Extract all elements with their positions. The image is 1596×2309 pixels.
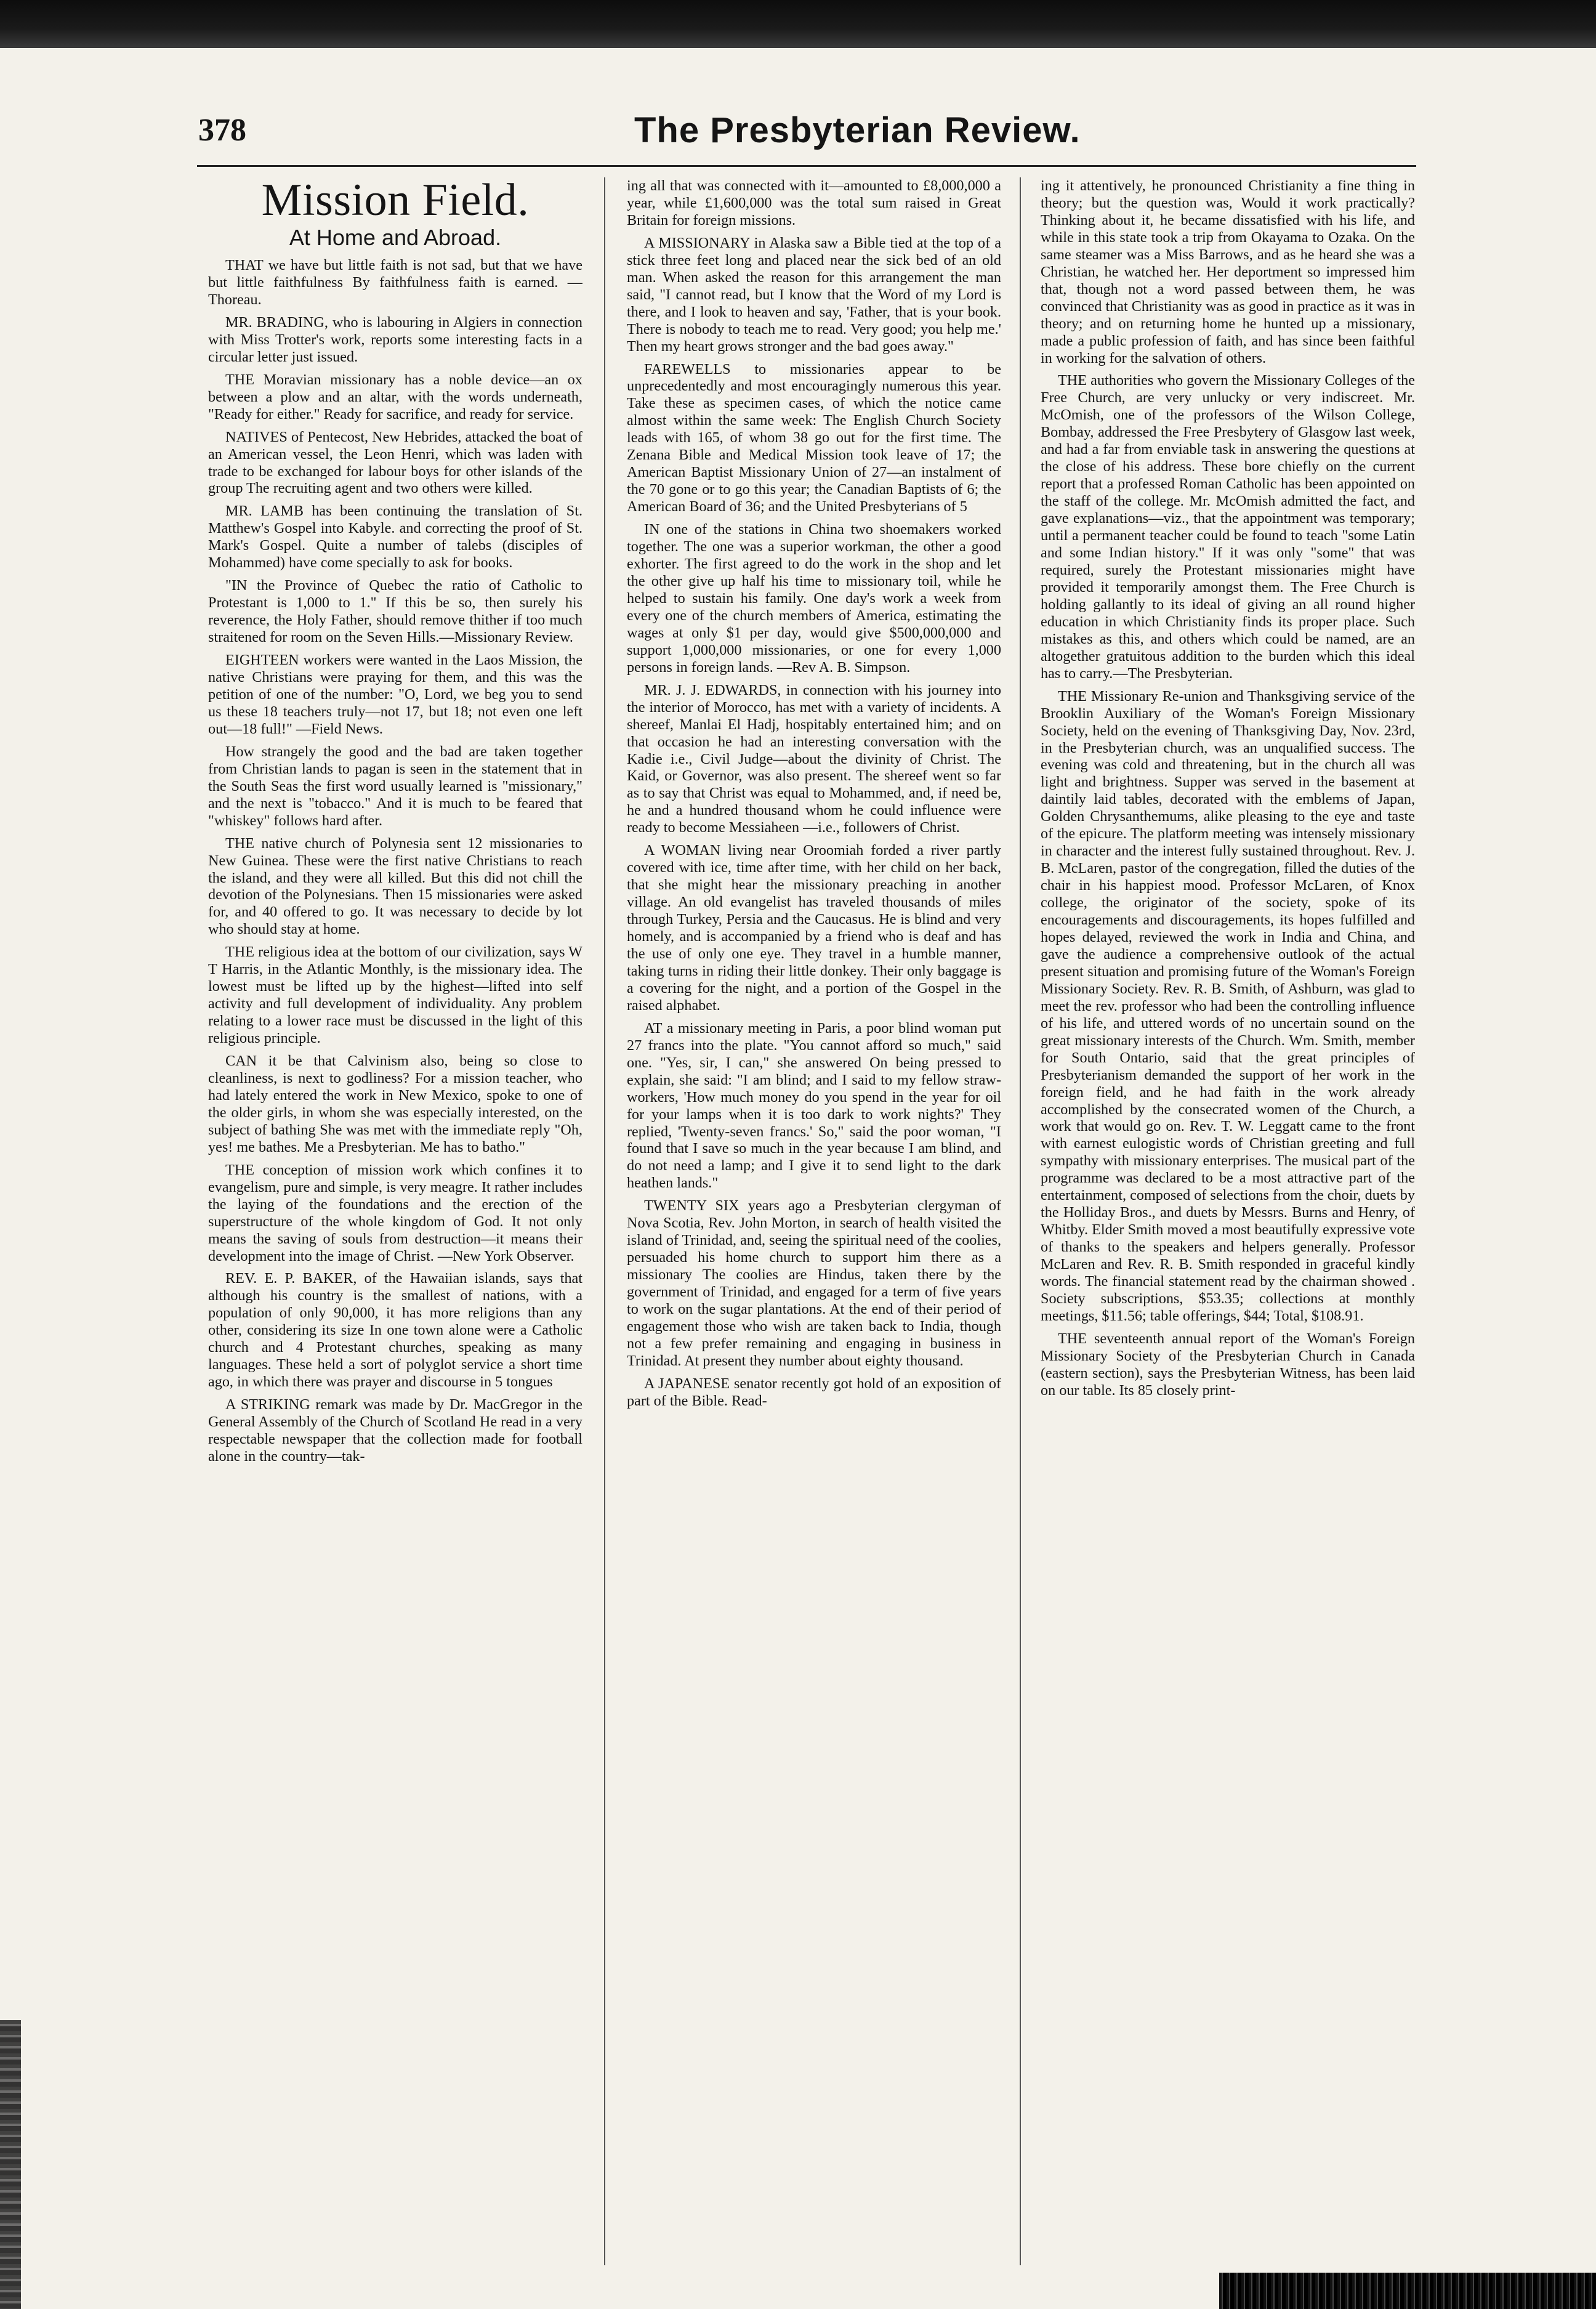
page-number: 378 xyxy=(198,113,246,148)
paragraph: AT a missionary meeting in Paris, a poor blind woman put 27 francs into the plate. "You cannot afford so much," said one. "Yes, sir, I can," she answered On being pressed to explain, she said: "I am blind; and I said to my fellow straw-workers, 'How much money do you spend in the year for oil for your lamps when it is too dark to work nights?' They replied, 'Twenty-seven francs.' So," said the poor woman, "I found that I save so much in the year because I am blind, and do not need a lamp; and I give it to send light to the dark heathen lands." xyxy=(627,1019,1001,1192)
paragraph: A STRIKING remark was made by Dr. MacGregor in the General Assembly of the Church of Scotland He read in a very respectable newspaper that the collection made for football alone in the country—tak- xyxy=(208,1396,582,1465)
paragraph: THE native church of Polynesia sent 12 missionaries to New Guinea. These were the first native Christians to reach the island, and they were all killed. But this did not chill the devotion of the Polynesians. Then 15 missionaries were asked for, and 40 offered to go. It was necessary to decide by lot who should stay at home. xyxy=(208,835,582,938)
paragraph: ing all that was connected with it—amounted to £8,000,000 a year, while £1,600,000 was the total sum raised in Great Britain for foreign missions. xyxy=(627,177,1001,228)
paragraph: TWENTY SIX years ago a Presbyterian clergyman of Nova Scotia, Rev. John Morton, in search of health visited the island of Trinidad, and, seeing the spiritual need of the coolies, persuaded his home church to support him there as a missionary The coolies are Hindus, taken there by the government of Trinidad, and engaged for a term of five years to work on the sugar plantations. At the end of their period of engagement those who wish are taken back to India, though not a few prefer remaining and engaging in business in Trinidad. At present they number about eighty thousand. xyxy=(627,1197,1001,1369)
paragraph: THE conception of mission work which confines it to evangelism, pure and simple, is very meagre. It rather includes the laying of the foundations and the erection of the superstructure of the whole kingdom of God. It not only means the saving of souls from destruction—it means their development into the image of Christ. —New York Observer. xyxy=(208,1161,582,1264)
journal-title: The Presbyterian Review. xyxy=(634,110,1081,150)
paragraph: THAT we have but little faith is not sad, but that we have but little faithfulness By faithfulness faith is earned. —Thoreau. xyxy=(208,257,582,308)
paragraph: THE Moravian missionary has a noble device—an ox between a plow and an altar, with the words underneath, "Ready for either." Ready for sacrifice, and ready for service. xyxy=(208,371,582,423)
paragraph: REV. E. P. BAKER, of the Hawaiian islands, says that although his country is the smallest of nations, with a population of only 90,000, it has more religions than any other, considering its size In one town alone were a Catholic church and 4 Protestant churches, speaking as many languages. These held a sort of polyglot service a short time ago, in which there was prayer and discourse in 5 tongues xyxy=(208,1270,582,1391)
paragraph: How strangely the good and the bad are taken together from Christian lands to pagan is seen in the statement that in the South Seas the first word usually learned is "missionary," and the next is "tobacco." And it is much to be feared that "whiskey" follows hard after. xyxy=(208,743,582,829)
header-rule xyxy=(197,165,1416,167)
paragraph: THE Missionary Re-union and Thanksgiving service of the Brooklin Auxiliary of the Woman's Foreign Missionary Society, held on the evening of Thanksgiving Day, Nov. 23rd, in the Presbyterian church, was an unqualified success. The evening was cold and threatening, but in the church all was light and brightness. Supper was served in the basement at daintily laid tables, decorated with the emblems of Japan, Golden Chrysanthemums, alike pleasing to the eye and taste of the epicure. The platform meeting was intensely missionary in character and the interest fully sustained throughout. Rev. J. B. McLaren, pastor of the congregation, filled the duties of the chair in his happiest mood. Professor McLaren, of Knox college, the originator of the society, spoke of its encouragements and discouragements, its hopes fulfilled and hopes delayed, reviewed the work in India and China, and gave the audience a comprehensive outlook of the actual present situation and promising future of the Woman's Foreign Missionary Society. Rev. R. B. Smith, of Ashburn, was glad to meet the rev. professor who had been the controlling influence of his life, and uttered words of no uncertain sound on the great missionary interests of the Church. Wm. Smith, member for South Ontario, said that the great principles of Presbyterianism demanded the support of her work in the foreign field, and he had faith in the work already accomplished by the consecrated women of the Church, a work that would go on. Rev. T. W. Leggatt came to the front with earnest eulogistic words of Christian greeting and full sympathy with missionary enterprises. The musical part of the programme was declared to be a most attractive part of the entertainment, composed of selections from the choir, duets by the Holliday Bros., and duets by Messrs. Burns and Henry, of Whitby. Elder Smith moved a most beautifully expressive vote of thanks to the speakers and helpers generally. Professor McLaren and Rev. R. B. Smith responded in graceful kindly words. The financial statement read by the chairman showed . Society subscriptions, $53.35; collections at monthly meetings, $11.56; table offerings, $44; Total, $108.91. xyxy=(1041,687,1415,1324)
section-subtitle: At Home and Abroad. xyxy=(289,225,502,251)
paragraph: THE seventeenth annual report of the Woman's Foreign Missionary Society of the Presbyterian Church in Canada (eastern section), says the Presbyterian Witness, has been laid on our table. Its 85 closely print- xyxy=(1041,1330,1415,1399)
scan-edge-left xyxy=(0,2020,21,2309)
paragraph: FAREWELLS to missionaries appear to be unprecedentedly and most encouragingly numerous this year. Take these as specimen cases, of which the notice came almost within the same week: The English Church Society leads with 165, of whom 38 go out for the first time. The Zenana Bible and Medical Mission took leave of 17; the American Baptist Missionary Union of 27—an instalment of the 70 gone or to go this year; the Canadian Baptists of 6; the American Board of 36; and the United Presbyterians of 5 xyxy=(627,360,1001,516)
paragraph: MR. LAMB has been continuing the translation of St. Matthew's Gospel into Kabyle. and correcting the proof of St. Mark's Gospel. Quite a number of talebs (disciples of Mohammed) have come specially to ask for books. xyxy=(208,503,582,572)
paragraph: "IN the Province of Quebec the ratio of Catholic to Protestant is 1,000 to 1." If this be so, then surely his reverence, the Holy Father, should remove thither if too much straitened for room on the Seven Hills.—Missionary Review. xyxy=(208,577,582,646)
column-1 xyxy=(208,177,582,2271)
paragraph: EIGHTEEN workers were wanted in the Laos Mission, the native Christians were praying for them, and this was the petition of one of the number: "O, Lord, we beg you to send us these 18 teachers truly—not 17, but 18; not even one left out—18 full!" —Field News. xyxy=(208,652,582,737)
paragraph: MR. BRADING, who is labouring in Algiers in connection with Miss Trotter's work, reports some interesting facts in a circular letter just issued. xyxy=(208,313,582,365)
paragraph: NATIVES of Pentecost, New Hebrides, attacked the boat of an American vessel, the Leon Henri, which was laden with trade to be exchanged for labour boys for other islands of the group The recruiting agent and two others were killed. xyxy=(208,428,582,497)
paragraph: A JAPANESE senator recently got hold of an exposition of part of the Bible. Read- xyxy=(627,1375,1001,1409)
paragraph: ing it attentively, he pronounced Christianity a fine thing in theory; but the question was, Would it work practically? Thinking about it, he became dissatisfied with his life, and while in this state took a trip from Okayama to Ozaka. On the same steamer was a Miss Barrows, and as he heard she was a Christian, he watched her. Her deportment so impressed him that, though not a word passed between them, he was convinced that Christianity was as good in practice as it was in theory; and on returning home he hunted up a missionary, made a public profession of faith, and has since been faithful in working for the salvation of others. xyxy=(1041,177,1415,366)
section-title: Mission Field. xyxy=(261,177,530,225)
paragraph: CAN it be that Calvinism also, being so close to cleanliness, is next to godliness? For a mission teacher, who had lately entered the work in New Mexico, spoke to one of the older girls, in whom she was especially interested, on the subject of bathing She was met with the immediate reply "Oh, yes! me bathes. Me a Presbyterian. Me has to batho." xyxy=(208,1053,582,1155)
scan-edge-top xyxy=(0,0,1596,48)
scan-edge-bottom xyxy=(1219,2273,1596,2309)
paragraph: A MISSIONARY in Alaska saw a Bible tied at the top of a stick three feet long and placed near the sick bed of an old man. When asked the reason for this arrangement the man said, "I cannot read, but I know that the Word of my Lord is there, and I look to heaven and say, 'Father, that is your book. There is nobody to teach me to read. Very good; you help me.' Then my heart grows stronger and the bad goes away." xyxy=(627,234,1001,355)
paragraph: THE religious idea at the bottom of our civilization, says W T Harris, in the Atlantic Monthly, is the missionary idea. The lowest must be lifted up by the highest—lifted into self activity and full development of individuality. Any problem relating to a lower race must be discussed in the light of this religious principle. xyxy=(208,944,582,1047)
paragraph: IN one of the stations in China two shoemakers worked together. The one was a superior workman, the other a good exhorter. The first agreed to do the work in the shop and let the other give up half his time to missionary toil, while he helped to sustain his family. One day's work a week from every one of the church members of America, estimating the wages at only $1 per day, would give $500,000,000 and support 1,000,000 missionaries, or one for every 1,000 persons in foreign lands. —Rev A. B. Simpson. xyxy=(627,521,1001,676)
paragraph: THE authorities who govern the Missionary Colleges of the Free Church, are very unlucky or very indiscreet. Mr. McOmish, one of the professors of the Wilson College, Bombay, addressed the Free Presbytery of Glasgow last week, and had a far from enviable task in answering the questions at the close of his address. These bore chiefly on the current report that a professed Roman Catholic has been appointed on the staff of the college. Mr. McOmish admitted the fact, and gave explanations—viz., that the appointment was temporary; until a permanent teacher could be found to teach "some Latin and some Indian history." If it was only "some" that was required, surely the Protestant missionaries might have provided it temporarily amongst them. The Free Church is holding gallantly to its ideal of giving an all round higher education in which Christianity finds its proper place. Such mistakes as this, and others which could be named, are an altogether gratuitous addition to the burden which this ideal has to carry.—The Presbyterian. xyxy=(1041,372,1415,682)
paragraph: MR. J. J. EDWARDS, in connection with his journey into the interior of Morocco, has met with a variety of incidents. A shereef, Manlai El Hadj, hospitably entertained him; and on that occasion he had an interesting conversation with the Kadie i.e., Civil Judge—about the divinity of Christ. The Kaid, or Governor, was also present. The shereef went so far as to say that Christ was equal to Mohammed, and, if need be, he and a hundred thousand whom he could influence were ready to become Messiaheen —i.e., followers of Christ. xyxy=(627,681,1001,836)
column-divider xyxy=(1020,177,1021,2265)
column-divider xyxy=(604,177,605,2265)
column-3 xyxy=(1041,177,1415,2271)
paragraph: A WOMAN living near Oroomiah forded a river partly covered with ice, time after time, with her child on her back, that she might hear the missionary preaching in another village. An old evangelist has traveled thousands of miles through Turkey, Persia and the Caucasus. He is blind and very homely, and is accompanied by a friend who is deaf and has the use of only one eye. They travel in a humble manner, taking turns in riding their little donkey. Their only baggage is a covering for the night, and a portion of the Gospel in the raised alphabet. xyxy=(627,842,1001,1014)
column-2 xyxy=(627,177,1001,2271)
